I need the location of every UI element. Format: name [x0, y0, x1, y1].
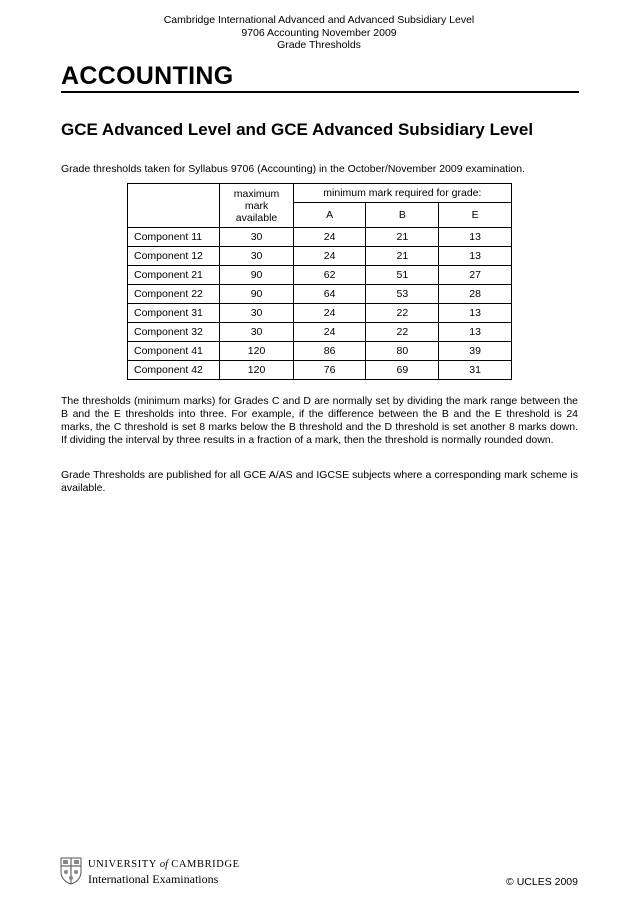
cambridge-crest-icon	[60, 857, 82, 885]
header-line-2: 9706 Accounting November 2009	[241, 26, 397, 39]
grade-e-header: E	[439, 203, 512, 228]
max-header-line-3: available	[235, 212, 278, 224]
max-mark-cell: 30	[220, 247, 293, 266]
table-row	[128, 361, 512, 380]
logo-of: of	[159, 859, 169, 870]
table-row	[128, 228, 512, 247]
component-cell: Component 21	[128, 266, 220, 285]
header-line-3: Grade Thresholds	[277, 39, 361, 51]
grade-a-cell: 76	[293, 361, 366, 380]
cambridge-logo	[60, 857, 240, 887]
grade-e-cell: 13	[439, 304, 512, 323]
grade-e-cell: 27	[439, 266, 512, 285]
max-mark-cell: 30	[220, 228, 293, 247]
max-mark-cell: 120	[220, 361, 293, 380]
max-mark-cell: 120	[220, 342, 293, 361]
table-row	[128, 323, 512, 342]
max-mark-cell: 30	[220, 304, 293, 323]
grade-a-cell: 86	[293, 342, 366, 361]
grade-a-cell: 62	[293, 266, 366, 285]
grade-b-cell: 51	[366, 266, 439, 285]
min-mark-header: minimum mark required for grade:	[293, 184, 511, 203]
component-cell: Component 32	[128, 323, 220, 342]
table-row	[128, 266, 512, 285]
grade-e-cell: 13	[439, 323, 512, 342]
max-mark-cell: 90	[220, 285, 293, 304]
grade-b-cell: 22	[366, 304, 439, 323]
table-header-row	[128, 184, 512, 203]
logo-university-text	[88, 859, 240, 870]
title-rule	[61, 91, 579, 93]
grade-a-cell: 24	[293, 304, 366, 323]
grade-b-cell: 22	[366, 323, 439, 342]
grade-a-cell: 24	[293, 228, 366, 247]
grade-b-cell: 21	[366, 228, 439, 247]
subject-title: ACCOUNTING	[61, 62, 234, 90]
component-cell: Component 22	[128, 285, 220, 304]
level-title: GCE Advanced Level and GCE Advanced Subsidiary Level	[61, 120, 534, 139]
header-blank-cell	[128, 184, 220, 228]
grade-b-header: B	[366, 203, 439, 228]
component-cell: Component 42	[128, 361, 220, 380]
component-cell: Component 12	[128, 247, 220, 266]
max-header-line-1: maximum	[233, 188, 280, 200]
grade-b-cell: 80	[366, 342, 439, 361]
table-row	[128, 285, 512, 304]
max-header-line-2: mark	[244, 200, 269, 212]
grade-b-cell: 69	[366, 361, 439, 380]
publication-note: Grade Thresholds are published for all GCE A/AS and IGCSE subjects where a corresponding mark scheme is available.	[61, 469, 578, 494]
logo-international-examinations: International Examinations	[88, 872, 219, 886]
grade-a-cell: 24	[293, 323, 366, 342]
grade-thresholds-table	[127, 183, 512, 380]
intro-text: Grade thresholds taken for Syllabus 9706 (Accounting) in the October/November 2009 examination.	[61, 163, 526, 175]
grade-b-cell: 21	[366, 247, 439, 266]
grade-a-cell: 64	[293, 285, 366, 304]
grade-e-cell: 13	[439, 247, 512, 266]
copyright: © UCLES 2009	[506, 876, 578, 888]
page-header	[0, 14, 638, 52]
component-cell: Component 11	[128, 228, 220, 247]
max-mark-cell: 90	[220, 266, 293, 285]
max-mark-cell: 30	[220, 323, 293, 342]
grade-a-header: A	[293, 203, 366, 228]
component-cell: Component 41	[128, 342, 220, 361]
grade-e-cell: 31	[439, 361, 512, 380]
thresholds-explanation: The thresholds (minimum marks) for Grades C and D are normally set by dividing the mark range between the B and the E thresholds into three. For example, if the difference between the B and the E threshold is 24 marks, the C threshold is set 8 marks below the B threshold and the D threshold is set another 8 marks down. If dividing the interval by three results in a fraction of a mark, then the threshold is normally rounded down.	[61, 395, 578, 446]
logo-university: UNIVERSITY	[88, 859, 157, 870]
grade-e-cell: 13	[439, 228, 512, 247]
grade-e-cell: 39	[439, 342, 512, 361]
table-row	[128, 247, 512, 266]
table-row	[128, 342, 512, 361]
grade-a-cell: 24	[293, 247, 366, 266]
grade-e-cell: 28	[439, 285, 512, 304]
header-line-1: Cambridge International Advanced and Advanced Subsidiary Level	[163, 14, 475, 26]
logo-cambridge: CAMBRIDGE	[171, 859, 240, 870]
component-cell: Component 31	[128, 304, 220, 323]
grade-b-cell: 53	[366, 285, 439, 304]
max-mark-header	[220, 184, 293, 228]
table-row	[128, 304, 512, 323]
